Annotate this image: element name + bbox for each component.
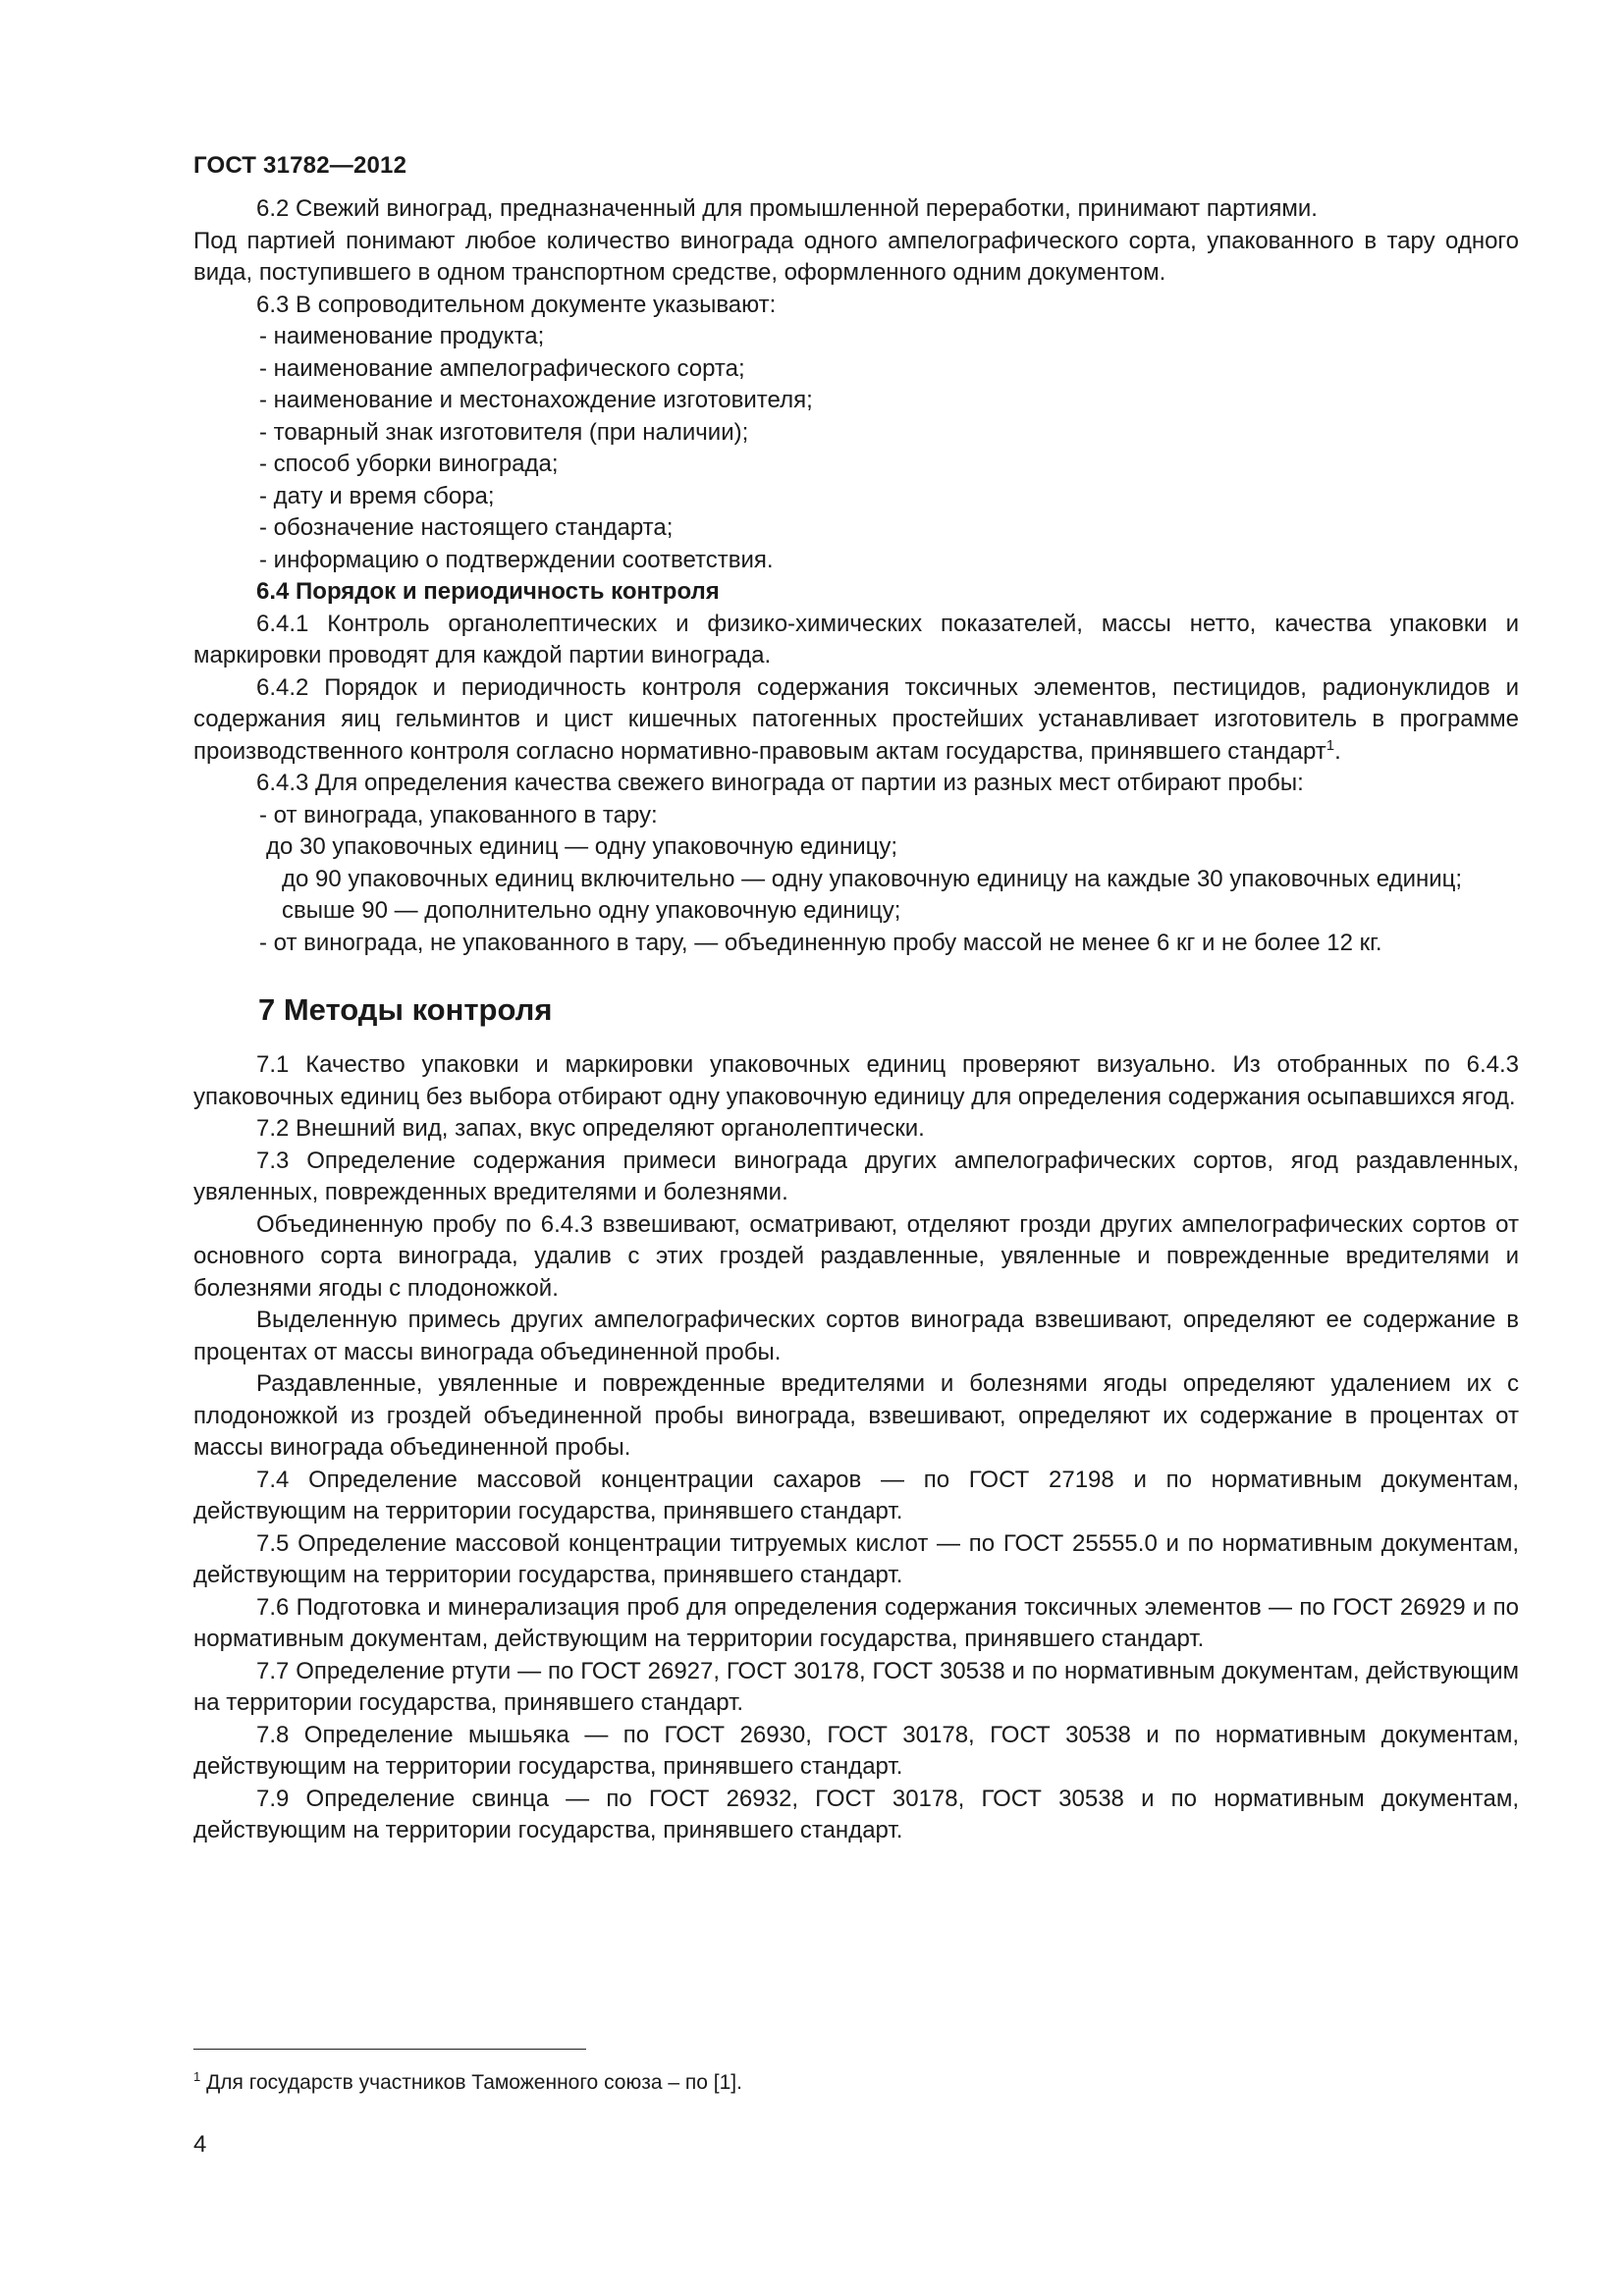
paragraph-6-2-line2: Под партией понимают любое количество винограда одного ампелографического сорта, упакованного в тару одного вида, поступившего в одном транспортном средстве, оформленного одним документом.: [193, 227, 1519, 286]
paragraph-6-4-1: 6.4.1 Контроль органолептических и физико-химических показателей, массы нетто, качества упаковки и маркировки проводят для каждой партии винограда.: [193, 610, 1519, 668]
paragraph-6-2: [193, 193, 1519, 290]
paragraph-7-6: 7.6 Подготовка и минерализация проб для определения содержания токсичных элементов — по ГОСТ 26929 и по нормативным документам, действующим на территории государства, принявшего стандарт.: [193, 1593, 1519, 1652]
paragraph-6-2-line1: 6.2 Свежий виноград, предназначенный для промышленной переработки, принимают партиями.: [256, 195, 1318, 222]
heading-6-4: 6.4 Порядок и периодичность контроля: [256, 578, 720, 605]
footnote-divider: [193, 2049, 586, 2050]
footnote-reference: 1: [1325, 736, 1335, 754]
footnote-text: Для государств участников Таможенного союза – по [1].: [200, 2071, 742, 2094]
list-item: - информацию о подтверждении соответствия.: [259, 546, 774, 573]
sample-over-90: свыше 90 — дополнительно одну упаковочную единицу;: [282, 897, 901, 924]
paragraph-7-5: 7.5 Определение массовой концентрации титруемых кислот — по ГОСТ 25555.0 и по нормативным документам, действующим на территории государства, принявшего стандарт.: [193, 1529, 1519, 1588]
sample-up-to-90: до 90 упаковочных единиц включительно — одну упаковочную единицу на каждые 30 упаковочных единиц;: [282, 865, 1463, 892]
paragraph-7-1: 7.1 Качество упаковки и маркировки упаковочных единиц проверяют визуально. Из отобранных по 6.4.3 упаковочных единиц без выбора отбирают одну упаковочную единицу для определения содержания осыпавшихся ягод.: [193, 1051, 1519, 1110]
paragraph-7-8: 7.8 Определение мышьяка — по ГОСТ 26930, ГОСТ 30178, ГОСТ 30538 и по нормативным документам, действующим на территории государства, принявшего стандарт.: [193, 1721, 1519, 1780]
paragraph-6-4-3: 6.4.3 Для определения качества свежего винограда от партии из разных мест отбирают пробы:: [256, 770, 1304, 796]
list-item: - наименование ампелографического сорта;: [259, 354, 745, 382]
document-page: [193, 152, 1519, 1847]
paragraph-7-3: 7.3 Определение содержания примеси винограда других ампелографических сортов, ягод раздавленных, увяленных, поврежденных вредителями и болезнями.: [193, 1147, 1519, 1205]
list-item: - дату и время сбора;: [259, 482, 495, 509]
footnote-mark: 1: [193, 2069, 201, 2084]
footnote: [193, 2069, 742, 2097]
paragraph-7-7: 7.7 Определение ртути — по ГОСТ 26927, ГОСТ 30178, ГОСТ 30538 и по нормативным документам, действующим на территории государства, принявшего стандарт.: [193, 1657, 1519, 1716]
paragraph-7-3-sample: Объединенную пробу по 6.4.3 взвешивают, осматривают, отделяют грозди других ампелографических сортов от основного сорта винограда, удалив с этих гроздей раздавленные, увяленные и поврежденные вредителями и болезнями ягоды с плодоножкой.: [193, 1210, 1519, 1302]
list-item: - способ уборки винограда;: [259, 451, 559, 477]
document-header: ГОСТ 31782—2012: [193, 152, 407, 179]
paragraph-7-3-damaged: Раздавленные, увяленные и поврежденные вредителями и болезнями ягоды определяют удалением их с плодоножкой из гроздей объединенной пробы винограда, взвешивают, определяют их содержание в процентах от массы винограда объединенной пробы.: [193, 1370, 1519, 1461]
paragraph-7-9: 7.9 Определение свинца — по ГОСТ 26932, ГОСТ 30178, ГОСТ 30538 и по нормативным документам, действующим на территории государства, принявшего стандарт.: [193, 1785, 1519, 1843]
section-7-title: 7 Методы контроля: [258, 992, 553, 1027]
paragraph-7-3-admixture: Выделенную примесь других ампелографических сортов винограда взвешивают, определяют ее содержание в процентах от массы винограда объединенной пробы.: [193, 1307, 1519, 1365]
paragraph-6-4-2: [193, 672, 1519, 769]
sample-packed: - от винограда, упакованного в тару:: [259, 801, 658, 828]
page-number: 4: [193, 2131, 207, 2158]
list-item: - обозначение настоящего стандарта;: [259, 514, 674, 541]
list-item: - наименование продукта;: [259, 323, 545, 349]
paragraph-6-3: 6.3 В сопроводительном документе указывают:: [256, 291, 777, 318]
paragraph-7-2: 7.2 Внешний вид, запах, вкус определяют органолептически.: [256, 1115, 925, 1142]
paragraph-6-4-2-text: 6.4.2 Порядок и периодичность контроля содержания токсичных элементов, пестицидов, радионуклидов и содержания яиц гельминтов и цист кишечных патогенных простейших устанавливает изготовитель в программе производственного контроля согласно нормативно-правовым актам государства, принявшего стандарт: [193, 673, 1519, 765]
sample-up-to-30: до 30 упаковочных единиц — одну упаковочную единицу;: [266, 833, 898, 860]
paragraph-7-4: 7.4 Определение массовой концентрации сахаров — по ГОСТ 27198 и по нормативным документам, действующим на территории государства, принявшего стандарт.: [193, 1466, 1519, 1524]
sample-unpacked: - от винограда, не упакованного в тару, — объединенную пробу массой не менее 6 кг и не более 12 кг.: [259, 929, 1382, 956]
paragraph-6-4-2-end: .: [1334, 737, 1341, 765]
list-item: - наименование и местонахождение изготовителя;: [259, 387, 813, 413]
list-item: - товарный знак изготовителя (при наличии);: [259, 418, 749, 446]
